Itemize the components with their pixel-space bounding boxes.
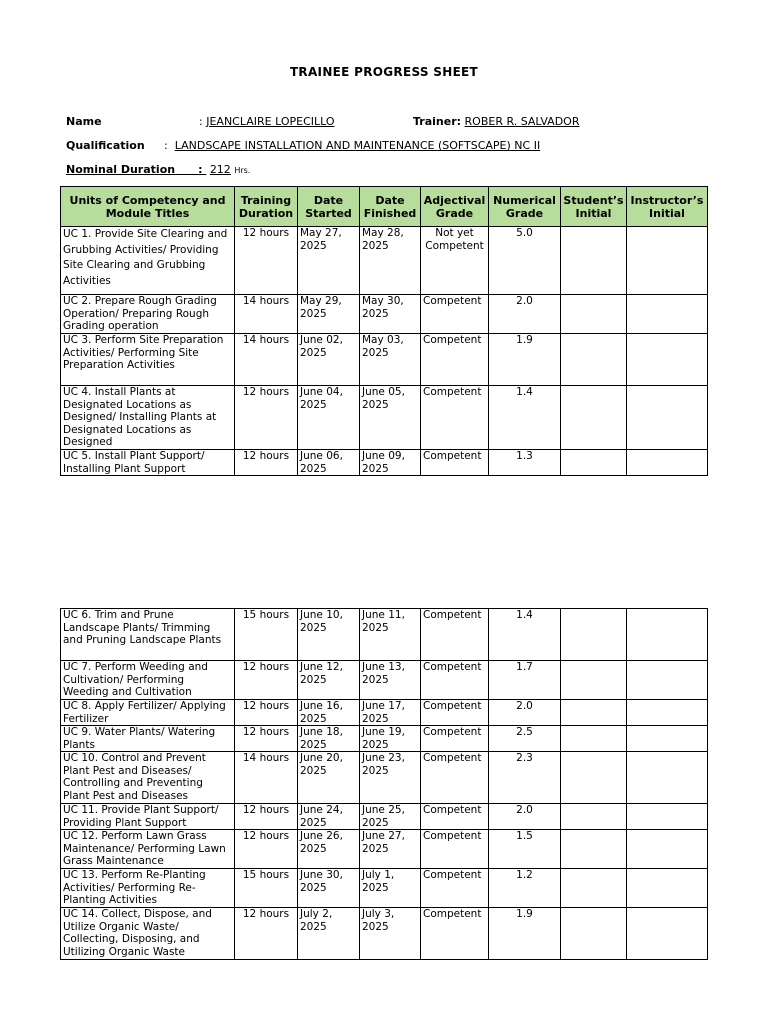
students-initial [561, 334, 627, 386]
unit-title: UC 5. Install Plant Support/ Installing Plant Support [61, 450, 235, 476]
instructors-initial [627, 334, 708, 386]
adjectival-grade: Competent [421, 386, 489, 450]
training-duration: 12 hours [235, 227, 298, 295]
progress-table-part-1 [60, 186, 708, 476]
students-initial [561, 804, 627, 830]
training-duration: 14 hours [235, 334, 298, 386]
table-row [61, 908, 708, 960]
date-finished: May 28, 2025 [360, 227, 421, 295]
students-initial [561, 609, 627, 661]
training-duration: 12 hours [235, 804, 298, 830]
instructors-initial [627, 869, 708, 908]
table-row [61, 752, 708, 804]
training-duration: 12 hours [235, 661, 298, 700]
date-started: June 10, 2025 [298, 609, 360, 661]
unit-title: UC 13. Perform Re-Planting Activities/ Performing Re-Planting Activities [61, 869, 235, 908]
date-finished: June 23, 2025 [360, 752, 421, 804]
table-row [61, 726, 708, 752]
numerical-grade: 1.3 [489, 450, 561, 476]
table-row [61, 295, 708, 334]
date-finished: June 25, 2025 [360, 804, 421, 830]
date-started: May 27, 2025 [298, 227, 360, 295]
students-initial [561, 227, 627, 295]
table-row [61, 334, 708, 386]
date-started: June 16, 2025 [298, 700, 360, 726]
trainer-field [413, 115, 579, 128]
adjectival-grade: Competent [421, 609, 489, 661]
nominal-duration-unit: Hrs. [234, 166, 251, 175]
adjectival-grade: Competent [421, 295, 489, 334]
name-field: : JEANCLAIRE LOPECILLO [199, 115, 335, 128]
instructors-initial [627, 726, 708, 752]
table-row [61, 609, 708, 661]
students-initial [561, 700, 627, 726]
date-started: June 26, 2025 [298, 830, 360, 869]
training-duration: 15 hours [235, 609, 298, 661]
date-finished: June 09, 2025 [360, 450, 421, 476]
date-finished: July 3, 2025 [360, 908, 421, 960]
numerical-grade: 5.0 [489, 227, 561, 295]
students-initial [561, 295, 627, 334]
adjectival-grade: Competent [421, 869, 489, 908]
adjectival-grade: Competent [421, 726, 489, 752]
table-row [61, 869, 708, 908]
unit-title: UC 11. Provide Plant Support/ Providing Plant Support [61, 804, 235, 830]
header-units: Units of Competency and Module Titles [61, 187, 235, 227]
training-duration: 12 hours [235, 726, 298, 752]
unit-title: UC 12. Perform Lawn Grass Maintenance/ Performing Lawn Grass Maintenance [61, 830, 235, 869]
table-row [61, 227, 708, 295]
date-finished: June 27, 2025 [360, 830, 421, 869]
adjectival-grade: Competent [421, 334, 489, 386]
students-initial [561, 869, 627, 908]
unit-title: UC 9. Water Plants/ Watering Plants [61, 726, 235, 752]
nominal-duration-value: 212 [209, 163, 231, 176]
date-finished: June 17, 2025 [360, 700, 421, 726]
date-finished: June 19, 2025 [360, 726, 421, 752]
numerical-grade: 1.4 [489, 386, 561, 450]
numerical-grade: 1.9 [489, 908, 561, 960]
unit-title: UC 4. Install Plants at Designated Locations as Designed/ Installing Plants at Designated Locations as Designed [61, 386, 235, 450]
date-started: June 30, 2025 [298, 869, 360, 908]
date-started: May 29, 2025 [298, 295, 360, 334]
instructors-initial [627, 752, 708, 804]
date-started: June 12, 2025 [298, 661, 360, 700]
unit-title: UC 1. Provide Site Clearing and Grubbing Activities/ Providing Site Clearing and Grubbing Activities [61, 227, 235, 295]
instructors-initial [627, 227, 708, 295]
unit-title: UC 6. Trim and Prune Landscape Plants/ Trimming and Pruning Landscape Plants [61, 609, 235, 661]
training-duration: 12 hours [235, 386, 298, 450]
date-started: June 04, 2025 [298, 386, 360, 450]
unit-title: UC 8. Apply Fertilizer/ Applying Fertilizer [61, 700, 235, 726]
unit-title: UC 2. Prepare Rough Grading Operation/ Preparing Rough Grading operation [61, 295, 235, 334]
students-initial [561, 830, 627, 869]
unit-title: UC 7. Perform Weeding and Cultivation/ Performing Weeding and Cultivation [61, 661, 235, 700]
table-row [61, 386, 708, 450]
unit-title: UC 10. Control and Prevent Plant Pest and Diseases/ Controlling and Preventing Plant Pest and Diseases [61, 752, 235, 804]
date-finished: July 1, 2025 [360, 869, 421, 908]
date-started: June 18, 2025 [298, 726, 360, 752]
table-row [61, 450, 708, 476]
numerical-grade: 1.2 [489, 869, 561, 908]
date-started: June 24, 2025 [298, 804, 360, 830]
nominal-duration-field [66, 163, 250, 176]
instructors-initial [627, 908, 708, 960]
numerical-grade: 1.9 [489, 334, 561, 386]
qualification-label: Qualification [66, 139, 145, 152]
unit-title: UC 3. Perform Site Preparation Activities/ Performing Site Preparation Activities [61, 334, 235, 386]
date-finished: May 03, 2025 [360, 334, 421, 386]
numerical-grade: 1.4 [489, 609, 561, 661]
numerical-grade: 1.5 [489, 830, 561, 869]
date-finished: June 13, 2025 [360, 661, 421, 700]
table-row [61, 661, 708, 700]
table-row [61, 804, 708, 830]
date-started: June 20, 2025 [298, 752, 360, 804]
nominal-duration-label: Nominal Duration : [66, 163, 203, 176]
numerical-grade: 2.0 [489, 804, 561, 830]
name-label: Name [66, 115, 102, 128]
numerical-grade: 2.3 [489, 752, 561, 804]
adjectival-grade: Competent [421, 908, 489, 960]
training-duration: 12 hours [235, 830, 298, 869]
adjectival-grade: Competent [421, 830, 489, 869]
numerical-grade: 1.7 [489, 661, 561, 700]
adjectival-grade: Competent [421, 752, 489, 804]
date-finished: June 11, 2025 [360, 609, 421, 661]
header-instructors-initial: Instructor’s Initial [627, 187, 708, 227]
students-initial [561, 661, 627, 700]
students-initial [561, 908, 627, 960]
trainer-label: Trainer: [413, 115, 462, 128]
adjectival-grade: Competent [421, 804, 489, 830]
header-date-started: Date Started [298, 187, 360, 227]
qualification-field: : LANDSCAPE INSTALLATION AND MAINTENANCE (SOFTSCAPE) NC II [164, 139, 541, 152]
numerical-grade: 2.5 [489, 726, 561, 752]
training-duration: 14 hours [235, 752, 298, 804]
page-title: TRAINEE PROGRESS SHEET [289, 65, 479, 79]
date-finished: June 05, 2025 [360, 386, 421, 450]
training-duration: 12 hours [235, 700, 298, 726]
instructors-initial [627, 804, 708, 830]
adjectival-grade: Competent [421, 661, 489, 700]
adjectival-grade: Not yet Competent [421, 227, 489, 295]
name-value: JEANCLAIRE LOPECILLO [206, 115, 335, 128]
instructors-initial [627, 386, 708, 450]
instructors-initial [627, 450, 708, 476]
instructors-initial [627, 661, 708, 700]
adjectival-grade: Competent [421, 450, 489, 476]
students-initial [561, 726, 627, 752]
numerical-grade: 2.0 [489, 700, 561, 726]
numerical-grade: 2.0 [489, 295, 561, 334]
header-numerical-grade: Numerical Grade [489, 187, 561, 227]
students-initial [561, 450, 627, 476]
adjectival-grade: Competent [421, 700, 489, 726]
header-adjectival-grade: Adjectival Grade [421, 187, 489, 227]
training-duration: 12 hours [235, 450, 298, 476]
date-finished: May 30, 2025 [360, 295, 421, 334]
header-students-initial: Student’s Initial [561, 187, 627, 227]
table-row [61, 700, 708, 726]
table-row [61, 830, 708, 869]
instructors-initial [627, 295, 708, 334]
training-duration: 14 hours [235, 295, 298, 334]
students-initial [561, 752, 627, 804]
progress-table-part-2 [60, 608, 708, 960]
instructors-initial [627, 830, 708, 869]
unit-title: UC 14. Collect, Dispose, and Utilize Organic Waste/ Collecting, Disposing, and Utilizing Organic Waste [61, 908, 235, 960]
instructors-initial [627, 700, 708, 726]
students-initial [561, 386, 627, 450]
training-duration: 12 hours [235, 908, 298, 960]
header-date-finished: Date Finished [360, 187, 421, 227]
date-started: June 06, 2025 [298, 450, 360, 476]
date-started: July 2, 2025 [298, 908, 360, 960]
date-started: June 02, 2025 [298, 334, 360, 386]
instructors-initial [627, 609, 708, 661]
training-duration: 15 hours [235, 869, 298, 908]
trainer-value: ROBER R. SALVADOR [464, 115, 580, 128]
table-header-row [61, 187, 708, 227]
header-training-duration: Training Duration [235, 187, 298, 227]
qualification-value: LANDSCAPE INSTALLATION AND MAINTENANCE (SOFTSCAPE) NC II [174, 139, 541, 152]
